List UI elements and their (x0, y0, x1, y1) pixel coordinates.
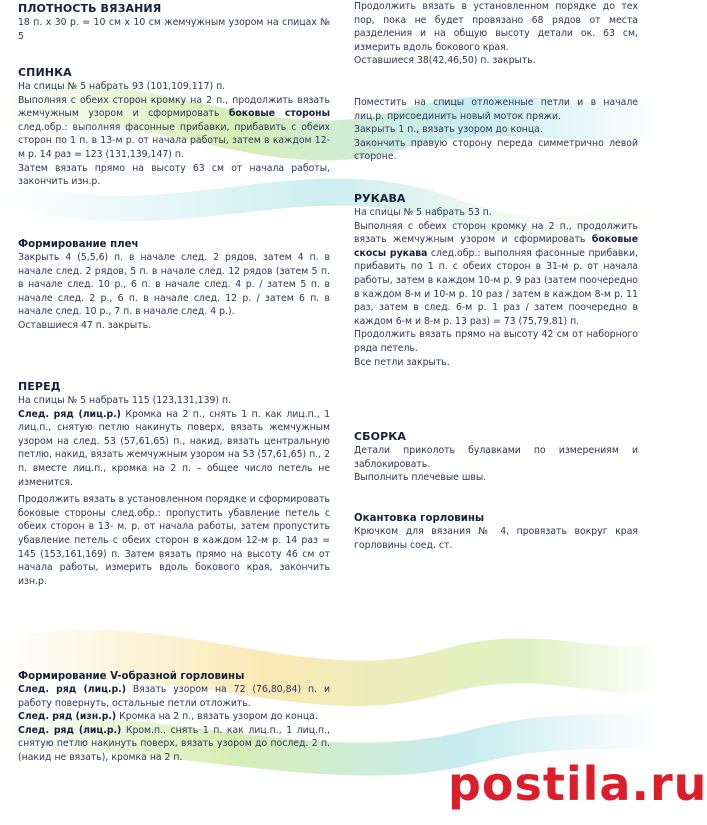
neckband-text: Крючком для вязания № 4, провязать вокруг края горловины соед. ст. (354, 526, 638, 551)
vneck-row-2: След. ряд (изн.р.) Кромка на 2 п., вязать узором до конца. (18, 711, 318, 723)
section-front-continued (354, 0, 638, 68)
sleeve-bind-off: Все петли закрыть. (354, 356, 450, 368)
sleeve-shaping: Выполняя с обеих сторон кромку на 2 п., продолжить вязать жемчужным узором и сформировать боковые скосы рукава след.обр.: выполняя фасонные прибавки, прибавить по 1 п. с обеих сторон в 31-м р. от начала работы, затем в каждом 10-м р. 9 раз (затем поочередно в каждом 8-м и 10-м р. 10 раз / затем в каждом 8-м р. 11 раз, затем в след. 6-м р. 1 раз / затем поочередно в каждом 6-м и 8-м р. 13 раз) = 73 (75,79,81) п. (354, 220, 638, 327)
shoulders-text: Закрыть 4 (5,5,6) п. в начале след. 2 рядов, затем 4 п. в начале след. 2 рядов, 5 п. в начале след. 12 рядов (затем 5 п. в начале след. 10 р., 6 п. в начале след. 4 р. / затем 5 п. в начале след. 2 р., 6 п. в начале след. 12 р. / затем 6 п. в начале след. 10 р., 7 п. в начале след. 4 р.). (18, 252, 330, 318)
front-right-close: Закрыть 1 п., вязать узором до конца. (354, 124, 543, 136)
sleeve-title: РУКАВА (354, 192, 406, 205)
section-gauge (18, 2, 330, 43)
back-cast-on: На спицы № 5 набрать 93 (101,109,117) п. (18, 81, 226, 92)
front-title: ПЕРЕД (18, 380, 61, 393)
gauge-text: 18 п. х 30 р. = 10 см х 10 см жемчужным узором на спицах № 5 (18, 17, 330, 42)
sleeve-cast-on: На спицы № 5 набрать 53 п. (354, 207, 492, 218)
front-row: След. ряд (лиц.р.) Кромка на 2 п., снять 1 п. как лиц.п., 1 лиц.п., снятую петлю накинуть поверх, вязать жемчужным узором на след. 53 (57,61,65) п., накид, вязать центральную петлю, накид, вязать жемчужным узором на 53 (57,61,65) п., 2 п. вместе лиц.п., кромка на 2 п. – общее число петель не изменится. (18, 408, 330, 488)
back-title: СПИНКА (18, 66, 72, 79)
back-straight: Затем вязать прямо на высоту 63 см от начала работы, закончить изн.р. (18, 162, 330, 188)
gauge-title: ПЛОТНОСТЬ ВЯЗАНИЯ (18, 2, 162, 15)
section-front (18, 380, 330, 588)
vneck-row-3: След. ряд (лиц.р.) Кром.п., снять 1 п. как лиц.п., 1 лиц.п., снятую петлю накинуть поверх, вязать узором до послед. 2 п. (накид не вязать), кромка на 2 п. (18, 724, 330, 763)
vneck-title: Формирование V-образной горловины (18, 671, 245, 682)
front-close-text: Оставшиеся 38(42,46,50) п. закрыть. (354, 55, 536, 67)
section-neckband (354, 512, 638, 552)
front-sides: Продолжить вязать в установленном порядке и сформировать боковые стороны след.обр.: пропустить убавление петель с обеих сторон в 13- м. р. от начала работы, затем пропустить убавление петель с обеих сторон в каждом 12-м р. 14 раз = 145 (153,161,169) п. Затем вязать прямо на высоту 46 см от начала работы, измерить вдоль бокового края, закончить изн.р. (18, 494, 330, 587)
assembly-seams: Выполнить плечевые швы. (354, 472, 487, 484)
sleeve-straight: Продолжить вязать прямо на высоту 42 см от наборного ряда петель. (354, 329, 638, 354)
front-cast-on: На спицы № 5 набрать 115 (123,131,139) п. (18, 395, 232, 406)
shoulders-title: Формирование плеч (18, 239, 139, 250)
section-assembly (354, 430, 638, 485)
section-front-right (354, 96, 638, 164)
assembly-title: СБОРКА (354, 430, 406, 443)
postila-watermark: postila.ru (448, 757, 707, 811)
section-vneck (18, 670, 330, 765)
vneck-row-1: След. ряд (лиц.р.) Вязать узором на 72 (76,80,84) п. и работу повернуть, остальные петли отложить. (18, 684, 330, 709)
back-sides: Выполняя с обеих сторон кромку на 2 п., продолжить вязать жемчужным узором и сформировать боковые стороны след.обр.: выполняя фасонные прибавки, прибавить с обеих сторон по 1 п. в 13-м р. от начала работы, затем в каждом 12-м р. 14 раз = 123 (131,139,147) п. (18, 94, 330, 160)
section-shoulders (18, 238, 330, 333)
assembly-pin: Детали приколоть булавками по измерениям и заблокировать. (354, 445, 638, 470)
neckband-title: Окантовка горловины (354, 513, 485, 524)
front-right-finish: Закончить правую сторону переда симметрично левой стороне. (354, 137, 638, 163)
shoulders-close: Оставшиеся 47 п. закрыть. (18, 319, 152, 331)
front-continue-text: Продолжить вязать в установленном порядке до тех пор, пока не будет провязано 68 рядов от места разделения и на общую высоту детали ок. 63 см, измерить вдоль бокового края. (354, 1, 638, 53)
section-back (18, 66, 330, 189)
front-right-join: Поместить на спицы отложенные петли и в начале лиц.р. присоединить новый моток пряжи. (354, 97, 638, 122)
section-sleeve (354, 192, 638, 369)
